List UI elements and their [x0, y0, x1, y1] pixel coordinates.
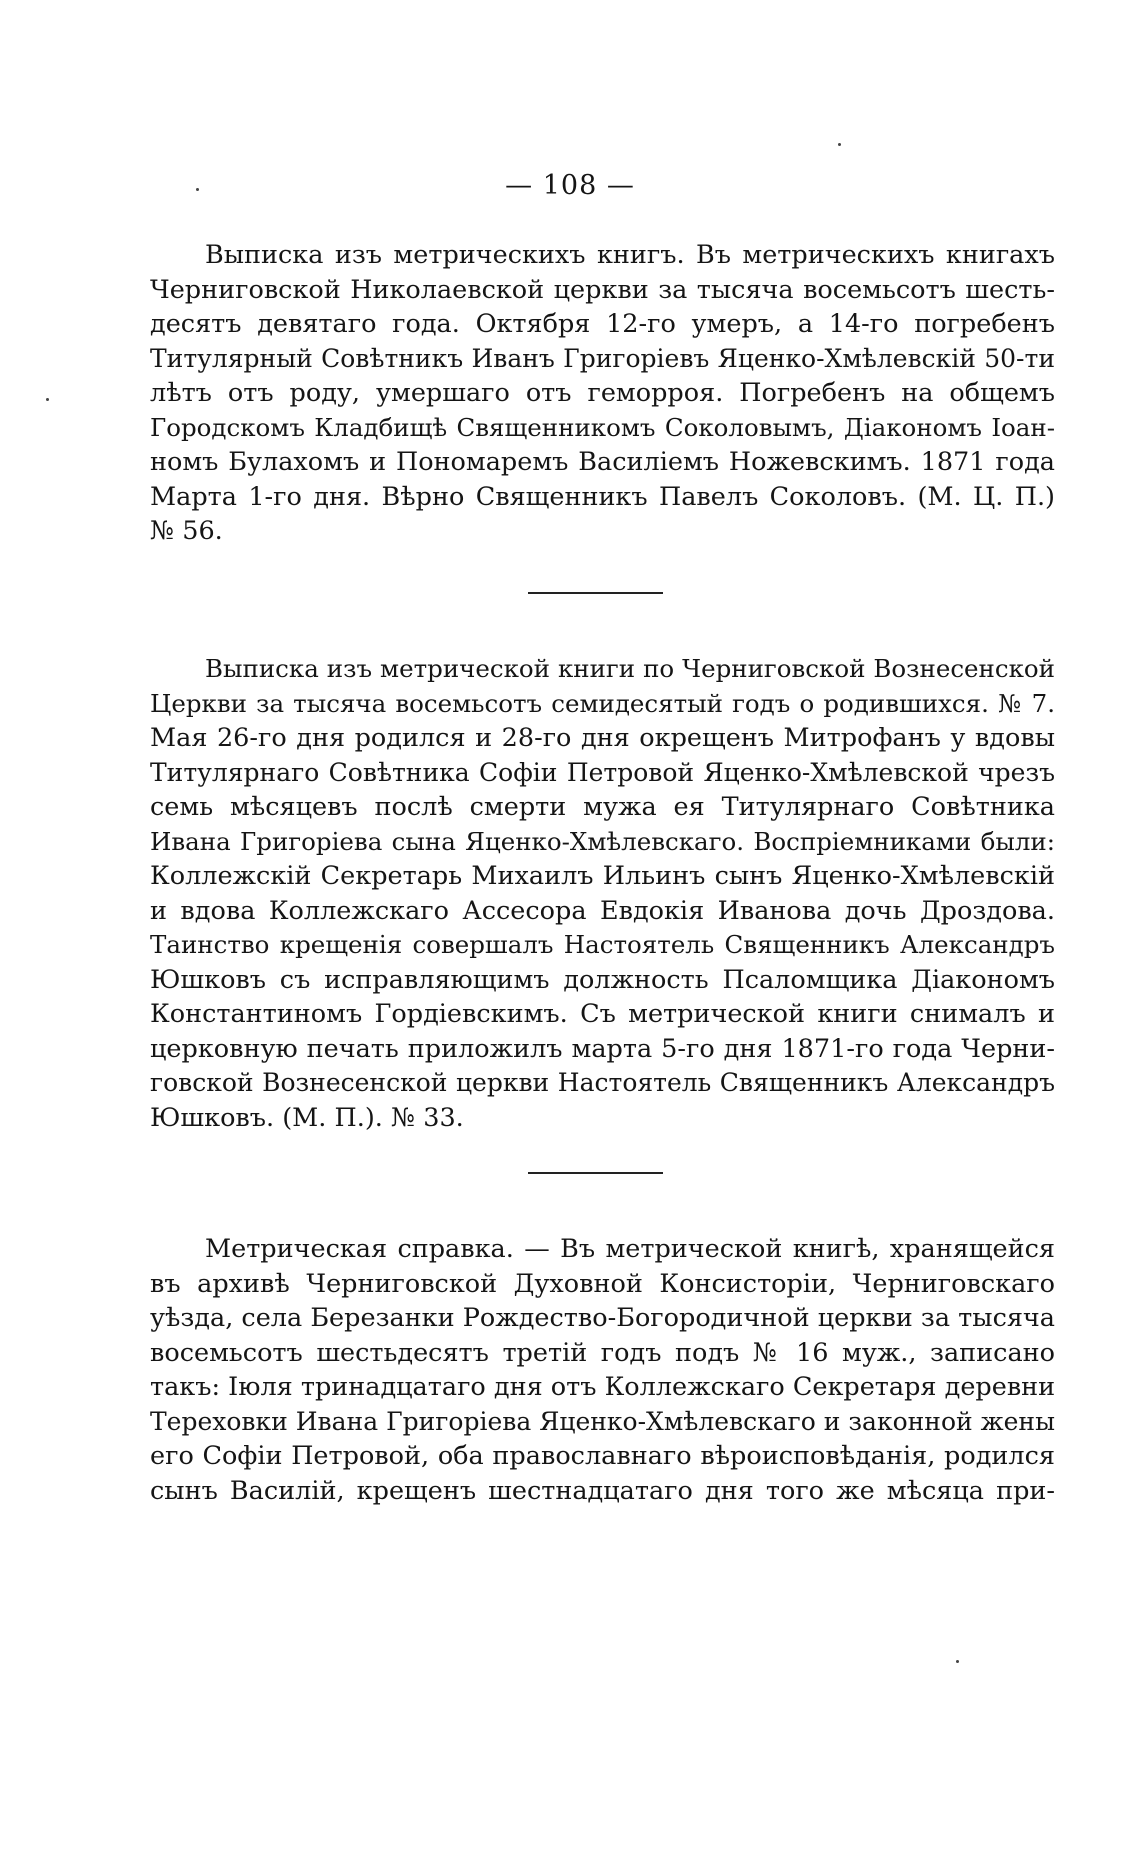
text-line: такъ: Іюля тринадцатаго дня отъ Коллежскаго Секретаря деревни: [150, 1372, 1056, 1402]
text-line: семь мѣсяцевъ послѣ смерти мужа ея Титулярнаго Совѣтника: [150, 792, 1055, 822]
paragraph-2: [150, 652, 1055, 1135]
text-line: сынъ Василій, крещенъ шестнадцатаго дня того же мѣсяца при-: [150, 1475, 1055, 1506]
scan-speck: [196, 188, 199, 191]
text-line: Тереховки Ивана Григоріева Яценко-Хмѣлевскаго и законной жены: [150, 1406, 1055, 1436]
text-line: Мая 26-го дня родился и 28-го дня окрещенъ Митрофанъ у вдовы: [150, 723, 1055, 753]
text-line: восемьсотъ шестьдесятъ третій годъ подъ № 16 муж., записано: [150, 1337, 1055, 1368]
text-line: Юшковъ. (М. П.). № 33.: [150, 1102, 464, 1133]
scan-speck: [46, 398, 49, 401]
text-line: № 56.: [150, 516, 223, 546]
text-line: въ архивѣ Черниговской Духовной Консисторіи, Черниговскаго: [150, 1268, 1055, 1299]
text-line: говской Вознесенской церкви Настоятель Священникъ Александръ: [150, 1068, 1055, 1097]
text-line: Выписка изъ метрической книги по Черниговской Вознесенской: [205, 654, 1055, 683]
text-line: Титулярный Совѣтникъ Иванъ Григоріевъ Яценко-Хмѣлевскій 50-ти: [150, 343, 1055, 373]
text-line: номъ Булахомъ и Пономаремъ Василіемъ Ножевскимъ. 1871 года: [150, 447, 1055, 477]
scan-speck: [956, 1660, 959, 1663]
text-line: церковную печать приложилъ марта 5-го дня 1871-го года Черни-: [150, 1033, 1055, 1064]
text-line: Церкви за тысяча восемьсотъ семидесятый годъ о родившихся. № 7.: [150, 688, 1055, 718]
text-line: Метрическая справка. — Въ метрической книгѣ, хранящейся: [205, 1234, 1055, 1264]
text-line: Титулярнаго Совѣтника Софіи Петровой Яценко-Хмѣлевской чрезъ: [150, 757, 1055, 787]
section-divider: [528, 1172, 663, 1174]
page-number: — 108 —: [505, 170, 635, 201]
text-line: Городскомъ Кладбищѣ Священникомъ Соколовымъ, Діакономъ Іоан-: [150, 412, 1055, 442]
text-line: Выписка изъ метрическихъ книгъ. Въ метрическихъ книгахъ: [205, 240, 1055, 270]
text-line: и вдова Коллежскаго Ассесора Евдокія Иванова дочь Дроздова.: [150, 895, 1055, 926]
text-line: его Софіи Петровой, оба православнаго вѣроисповѣданія, родился: [150, 1441, 1055, 1471]
text-line: уѣзда, села Березанки Рождество-Богородичной церкви за тысяча: [150, 1303, 1055, 1333]
text-line: Таинство крещенія совершалъ Настоятель Священникъ Александръ: [150, 930, 1055, 959]
paragraph-1: [150, 238, 1055, 549]
text-line: Марта 1-го дня. Вѣрно Священникъ Павелъ Соколовъ. (М. Ц. П.): [150, 481, 1055, 512]
scan-speck: [838, 143, 841, 146]
paragraph-3: [150, 1232, 1055, 1508]
text-line: лѣтъ отъ роду, умершаго отъ геморроя. Погребенъ на общемъ: [150, 378, 1055, 408]
text-line: Коллежскій Секретарь Михаилъ Ильинъ сынъ Яценко-Хмѣлевскій: [150, 861, 1055, 891]
section-divider: [528, 592, 663, 594]
text-line: Черниговской Николаевской церкви за тысяча восемьсотъ шесть-: [150, 274, 1055, 305]
text-line: десятъ девятаго года. Октября 12-го умеръ, а 14-го погребенъ: [150, 309, 1055, 339]
text-line: Юшковъ съ исправляющимъ должность Псаломщика Діакономъ: [150, 964, 1055, 995]
text-line: Ивана Григоріева сына Яценко-Хмѣлевскаго. Воспріемниками были:: [150, 826, 1055, 856]
text-line: Константиномъ Гордіевскимъ. Съ метрической книги снималъ и: [150, 999, 1055, 1029]
